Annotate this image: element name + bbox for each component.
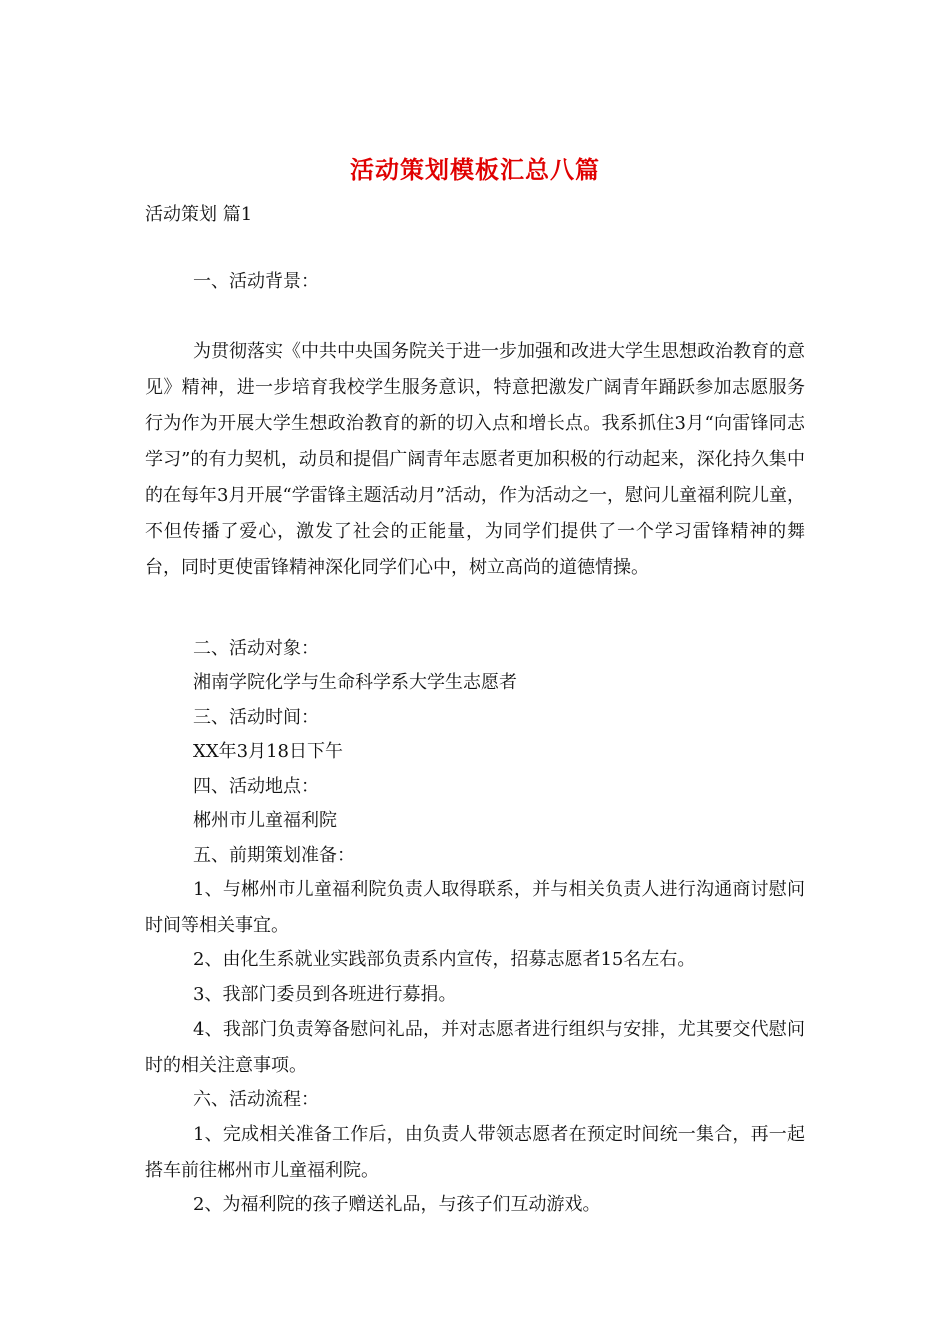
paragraph-target: 湘南学院化学与生命科学系大学生志愿者 xyxy=(193,672,517,693)
process-item-2: 2、为福利院的孩子赠送礼品，与孩子们互动游戏。 xyxy=(193,1194,601,1215)
section-heading-target: 二、活动对象： xyxy=(193,638,319,659)
section-heading-background: 一、活动背景： xyxy=(193,271,319,292)
section-heading-time: 三、活动时间： xyxy=(193,707,319,728)
paragraph-background: 为贯彻落实《中共中央国务院关于进一步加强和改进大学生思想政治教育的意见》精神，进一步培育我校学生服务意识，特意把激发广阔青年踊跃参加志愿服务行为作为开展大学生想政治教育的新的切入点和增长点。我系抓住3月“向雷锋同志 学习”的有力契机，动员和提倡广阔青年志愿者更加积极的行动起来，深化持久集中的在每年3月开展“学雷锋主题活动月”活动，作为活动之一，慰问儿童福利院儿童，不但传播了爱心，激发了社会的正能量，为同学们提供了一个学习雷锋精神的舞台，同时更使雷锋精神深化同学们心中，树立高尚的道德情操。 xyxy=(145,341,805,578)
paragraph-time: XX年3月18日下午 xyxy=(193,741,343,762)
prep-item-2: 2、由化生系就业实践部负责系内宣传，招募志愿者15名左右。 xyxy=(193,949,696,970)
prep-item-3: 3、我部门委员到各班进行募捐。 xyxy=(193,984,457,1005)
prep-item-4: 4、我部门负责筹备慰问礼品，并对志愿者进行组织与安排，尤其要交代慰问时的相关注意事项。 xyxy=(145,1019,805,1076)
paragraph-location: 郴州市儿童福利院 xyxy=(193,810,337,831)
document-title: 活动策划模板汇总八篇 xyxy=(350,155,600,184)
process-item-1: 1、完成相关准备工作后，由负责人带领志愿者在预定时间统一集合，再一起搭车前往郴州市儿童福利院。 xyxy=(145,1124,805,1181)
section-heading-location: 四、活动地点： xyxy=(193,776,319,797)
prep-item-1: 1、与郴州市儿童福利院负责人取得联系，并与相关负责人进行沟通商讨慰问时间等相关事宜。 xyxy=(145,879,805,936)
section-heading-process: 六、活动流程： xyxy=(193,1089,319,1110)
section-heading-preparation: 五、前期策划准备： xyxy=(193,845,355,866)
document-subtitle: 活动策划 篇1 xyxy=(145,204,253,225)
